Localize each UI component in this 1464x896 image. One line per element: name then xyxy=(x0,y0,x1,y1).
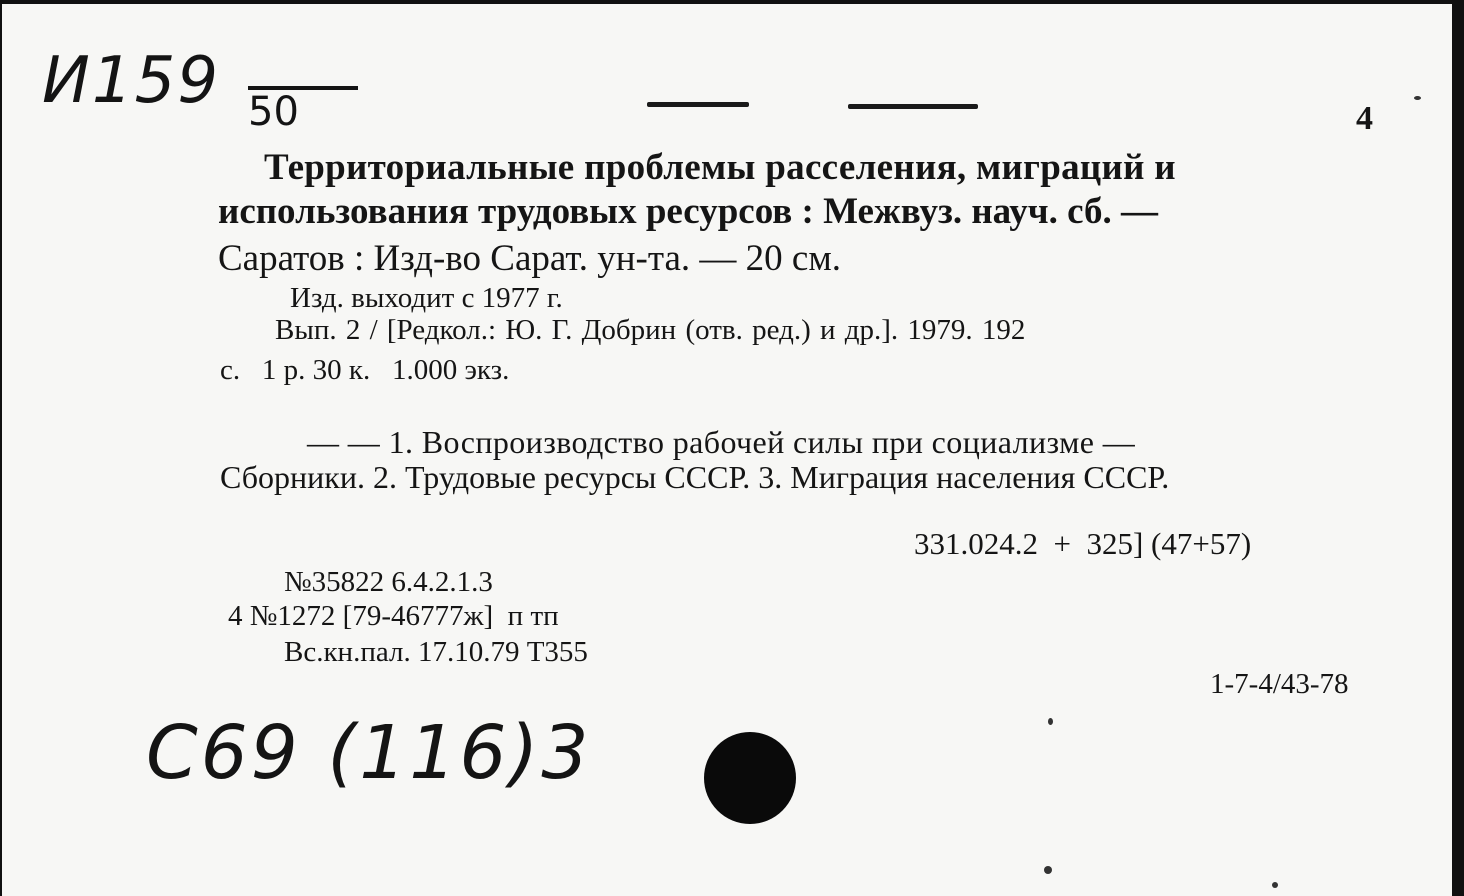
rule-left xyxy=(647,102,749,107)
speck xyxy=(1272,882,1278,888)
record-line-3: Вс.кн.пал. 17.10.79 Т355 xyxy=(284,636,588,668)
publication-note: Изд. выходит с 1977 г. xyxy=(290,282,563,314)
card-edge xyxy=(1452,0,1464,896)
handwritten-call-number-sub: 50 xyxy=(248,86,358,134)
title-line-2: использования трудовых ресурсов : Межвуз. науч. сб. — xyxy=(218,191,1159,232)
subjects-line-2: Сборники. 2. Трудовые ресурсы СССР. 3. Миграция населения СССР. xyxy=(220,459,1170,495)
handwritten-shelf-mark: С69 (116)3 xyxy=(146,710,592,796)
record-line-1: №35822 6.4.2.1.3 xyxy=(284,566,493,598)
rule-right xyxy=(848,104,978,109)
handwritten-call-number: И159 xyxy=(42,44,221,118)
speck xyxy=(1048,718,1053,725)
speck xyxy=(1414,96,1421,100)
issue-line-2: с. 1 р. 30 к. 1.000 экз. xyxy=(220,354,510,386)
subjects-line-1: — — 1. Воспроизводство рабочей силы при социализме — xyxy=(307,424,1136,460)
title-line-3: Саратов : Изд-во Сарат. ун-та. — 20 см. xyxy=(218,238,841,279)
classification-code: 331.024.2 + 325] (47+57) xyxy=(914,526,1252,561)
title-line-1: Территориальные проблемы расселения, миграций и xyxy=(264,147,1176,188)
speck xyxy=(1044,866,1052,874)
punch-hole xyxy=(704,732,796,824)
issue-line-1: Вып. 2 / [Редкол.: Ю. Г. Добрин (отв. ред.) и др.]. 1979. 192 xyxy=(275,314,1026,346)
card-number: 4 xyxy=(1356,100,1373,137)
record-line-2: 4 №1272 [79-46777ж] п тп xyxy=(228,600,559,632)
price-code: 1-7-4/43-78 xyxy=(1210,668,1349,700)
